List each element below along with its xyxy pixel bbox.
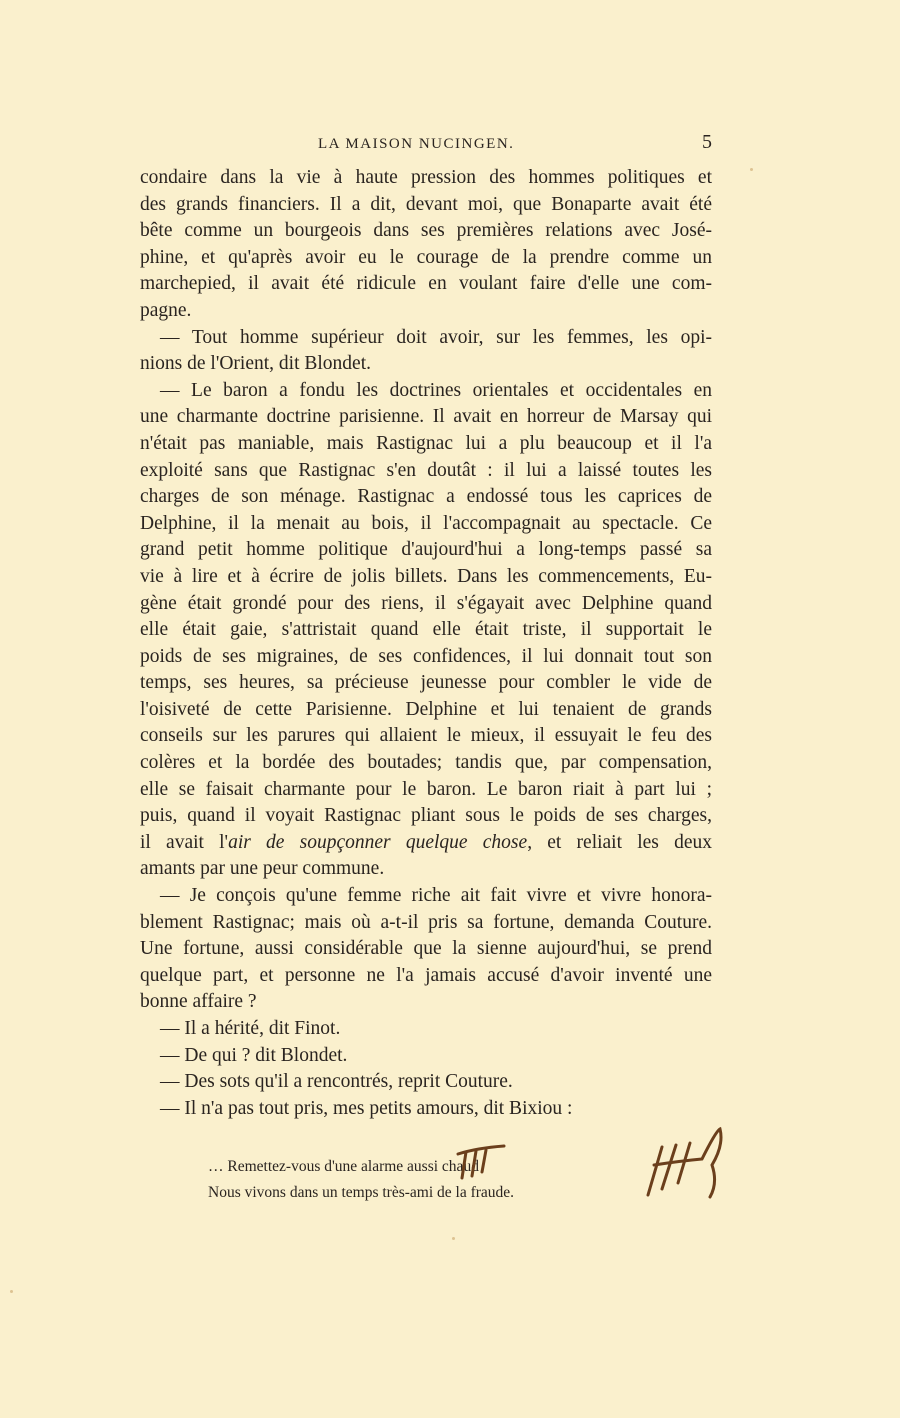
body-text — [140, 165, 712, 1122]
text-line: une charmante doctrine parisienne. Il avait en horreur de Marsay qui — [140, 406, 712, 428]
text-line: Une fortune, aussi considérable que la sienne aujourd'hui, se prend — [140, 938, 712, 960]
text-line: gène était grondé pour des riens, il s'égayait avec Delphine quand — [140, 592, 712, 614]
handwritten-mark — [452, 1142, 512, 1182]
text-line: bête comme un bourgeois dans ses premières relations avec José- — [140, 220, 712, 242]
text-line: — Des sots qu'il a rencontrés, reprit Couture. — [160, 1071, 513, 1093]
handwritten-initials — [640, 1125, 730, 1205]
text-line: grand petit homme politique d'aujourd'hui a long-temps passé sa — [140, 539, 712, 561]
text-line: conseils sur les parures qui allaient le mieux, il essuyait le feu des — [140, 725, 712, 747]
text-line: elle se faisait charmante pour le baron. Le baron riait à part lui ; — [140, 778, 712, 800]
text-line: — Il a hérité, dit Finot. — [160, 1018, 341, 1039]
text-line: — Il n'a pas tout pris, mes petits amours, dit Bixiou : — [160, 1097, 573, 1119]
text-line: l'oisiveté de cette Parisienne. Delphine et lui tenaient de grands — [140, 698, 712, 720]
text-line: — Le baron a fondu les doctrines orientales et occidentales en — [160, 379, 712, 401]
text-line: nions de l'Orient, dit Blondet. — [140, 353, 371, 375]
verse-line: Nous vivons dans un temps très-ami de la fraude. — [208, 1184, 515, 1201]
text-fragment: , et reliait les deux — [527, 831, 712, 853]
text-line: amants par une peur commune. — [140, 858, 385, 880]
text-line: — Je conçois qu'une femme riche ait fait vivre et vivre honora- — [160, 885, 712, 907]
text-line: phine, et qu'après avoir eu le courage de la prendre comme un — [140, 246, 712, 268]
text-line: bonne affaire ? — [140, 991, 257, 1013]
page-header — [140, 133, 712, 157]
text-line: poids de ses migraines, de ses confidences, il lui donnait tout son — [140, 645, 712, 667]
italic-phrase: air de soupçonner quelque chose — [228, 831, 528, 853]
text-line: quelque part, et personne ne l'a jamais accusé d'avoir inventé une — [140, 964, 712, 986]
text-line: pagne. — [140, 299, 192, 321]
text-line: colères et la bordée des boutades; tandis que, par compensation, — [140, 752, 712, 774]
text-line: elle était gaie, s'attristait quand elle était triste, il supportait le — [140, 619, 712, 641]
text-fragment: il avait l' — [140, 831, 229, 853]
verse-line: … Remettez-vous d'une alarme aussi chaud — [208, 1158, 479, 1175]
text-line: marchepied, il avait été ridicule en voulant faire d'elle une com- — [140, 273, 712, 295]
running-title: LA MAISON NUCINGEN. — [318, 136, 515, 152]
text-line: condaire dans la vie à haute pression des hommes politiques et — [140, 167, 712, 188]
page-number: 5 — [702, 131, 712, 153]
text-line: temps, ses heures, sa précieuse jeunesse pour combler le vide de — [140, 672, 712, 694]
text-line: — De qui ? dit Blondet. — [160, 1044, 348, 1066]
text-line: charges de son ménage. Rastignac a endossé tous les caprices de — [140, 486, 712, 508]
text-line: vie à lire et à écrire de jolis billets. Dans les commencements, Eu- — [140, 565, 712, 587]
text-line: — Tout homme supérieur doit avoir, sur les femmes, les opi- — [160, 326, 712, 348]
text-line — [140, 830, 712, 857]
text-line: puis, quand il voyait Rastignac pliant sous le poids de ses charges, — [140, 805, 712, 827]
text-line: Delphine, il la menait au bois, il l'accompagnait au spectacle. Ce — [140, 512, 712, 534]
text-line: blement Rastignac; mais où a-t-il pris sa fortune, demanda Couture. — [140, 911, 712, 933]
text-line: n'était pas maniable, mais Rastignac lui a plu beaucoup et il l'a — [140, 432, 712, 454]
text-line: exploité sans que Rastignac s'en doutât : il lui a laissé toutes les — [140, 459, 712, 481]
text-line: des grands financiers. Il a dit, devant moi, que Bonaparte avait été — [140, 193, 712, 215]
